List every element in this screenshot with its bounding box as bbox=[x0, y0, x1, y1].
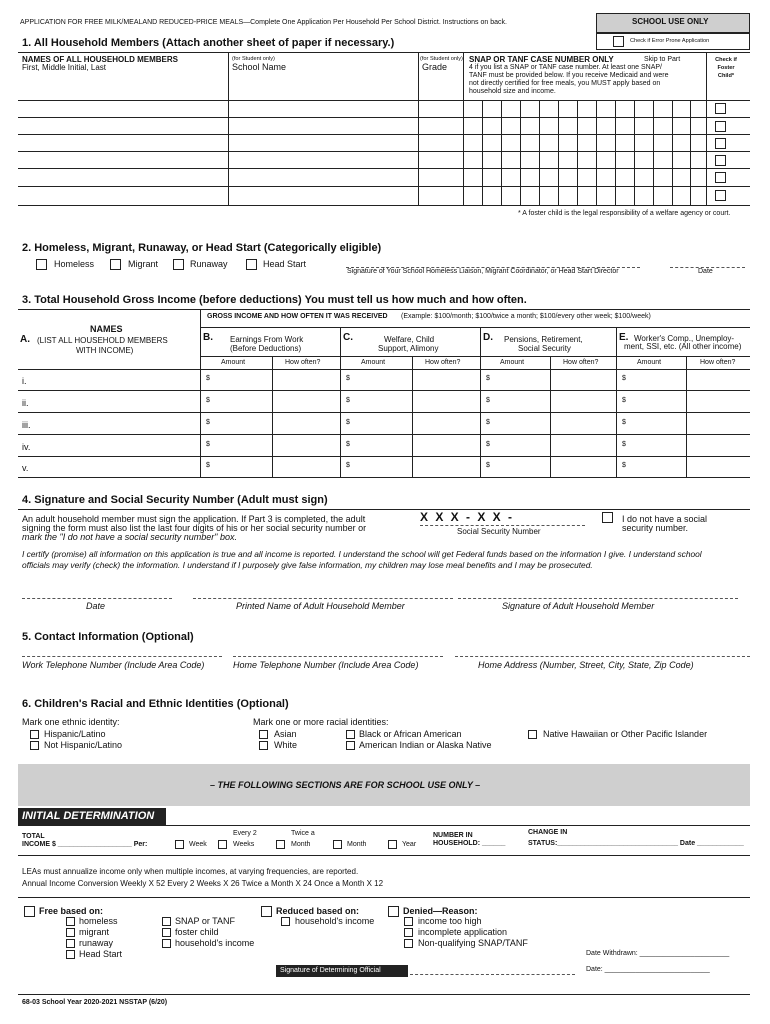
dollar-sign: $ bbox=[622, 462, 626, 469]
howoften-c: How often? bbox=[425, 359, 461, 366]
white-label: White bbox=[274, 740, 298, 750]
denied-incomplete-checkbox[interactable] bbox=[404, 928, 413, 937]
certify-1: I certify (promise) all information on this application is true and all income is reported. I understand the school will get Federal funds based on the information I give. I understand school bbox=[22, 549, 702, 559]
free-label: Free based on: bbox=[39, 906, 104, 916]
income-row-label: i. bbox=[22, 376, 27, 386]
official-date-field: Date: ___________________________ bbox=[586, 966, 710, 973]
dollar-sign: $ bbox=[622, 375, 626, 382]
date-withdrawn-field: Date Withdrawn: _______________________ bbox=[586, 950, 730, 957]
amount-b: Amount bbox=[221, 359, 246, 366]
per-year-checkbox[interactable] bbox=[388, 840, 397, 849]
reduced-checkbox[interactable] bbox=[261, 906, 272, 917]
foster-checkbox-6[interactable] bbox=[715, 190, 726, 201]
change-status-field: STATUS:_______________________________ Date ____________ bbox=[528, 840, 744, 847]
col-b-l1: Earnings From Work bbox=[230, 335, 304, 344]
twice-label-b: Month bbox=[291, 841, 311, 848]
denied-income-label: income too high bbox=[418, 916, 482, 926]
dollar-sign: $ bbox=[346, 441, 350, 448]
snap-skip: Skip to Part bbox=[644, 56, 681, 63]
gross-income-example: (Example: $100/month; $100/twice a month; $100/every other week; $100/week) bbox=[401, 313, 651, 320]
migrant-label: Migrant bbox=[128, 259, 159, 269]
dollar-sign: $ bbox=[346, 397, 350, 404]
col-a-letter: A. bbox=[20, 334, 30, 345]
dollar-sign: $ bbox=[206, 419, 210, 426]
dollar-sign: $ bbox=[486, 441, 490, 448]
headstart-label: Head Start bbox=[263, 259, 307, 269]
free-homeless-label: homeless bbox=[79, 916, 118, 926]
sig-instr-3: mark the "I do not have a social security number" box. bbox=[22, 532, 237, 542]
no-ssn-checkbox[interactable] bbox=[602, 512, 613, 523]
free-foster-label: foster child bbox=[175, 927, 219, 937]
per-twice-checkbox[interactable] bbox=[276, 840, 285, 849]
free-snap-label: SNAP or TANF bbox=[175, 916, 236, 926]
work-phone-label: Work Telephone Number (Include Area Code) bbox=[22, 660, 205, 670]
names-sub: First, Middle Initial, Last bbox=[22, 63, 107, 72]
col-b-l2: (Before Deductions) bbox=[230, 344, 302, 353]
not-hispanic-checkbox[interactable] bbox=[30, 741, 39, 750]
year-label: Year bbox=[402, 841, 417, 848]
white-checkbox[interactable] bbox=[259, 741, 268, 750]
gross-income-label: GROSS INCOME AND HOW OFTEN IT WAS RECEIVED bbox=[207, 313, 388, 320]
snap-title: SNAP OR TANF CASE NUMBER ONLY bbox=[469, 55, 614, 64]
amount-c: Amount bbox=[361, 359, 386, 366]
ethnic-label: Mark one ethnic identity: bbox=[22, 717, 120, 727]
leas-note: LEAs must annualize income only when multiple incomes, at varying frequencies, are reported. bbox=[22, 867, 359, 876]
homeless-label: Homeless bbox=[54, 259, 95, 269]
names-col-sub2: WITH INCOME) bbox=[76, 346, 134, 355]
error-prone-checkbox[interactable] bbox=[613, 36, 624, 47]
error-prone-label: Check if Error Prone Application bbox=[630, 38, 710, 44]
no-ssn-label-1: I do not have a social bbox=[622, 514, 708, 524]
number-household-label: NUMBER IN bbox=[433, 832, 473, 839]
runaway-checkbox[interactable] bbox=[173, 259, 184, 270]
free-migrant-label: migrant bbox=[79, 927, 110, 937]
col-e-l2: ment, SSI, etc. (All other income) bbox=[624, 342, 742, 351]
amount-d: Amount bbox=[500, 359, 525, 366]
names-col-sub1: (LIST ALL HOUSEHOLD MEMBERS bbox=[37, 336, 168, 345]
home-address-label: Home Address (Number, Street, City, State, Zip Code) bbox=[478, 660, 694, 670]
col-c-l1: Welfare, Child bbox=[384, 335, 435, 344]
dollar-sign: $ bbox=[486, 375, 490, 382]
income-row-label: iv. bbox=[22, 442, 31, 452]
adult-signature-label: Signature of Adult Household Member bbox=[502, 601, 655, 611]
foster-checkbox-1[interactable] bbox=[715, 103, 726, 114]
dollar-sign: $ bbox=[206, 441, 210, 448]
per-month-checkbox[interactable] bbox=[333, 840, 342, 849]
col-e-l1: Worker's Comp., Unemploy- bbox=[634, 334, 735, 343]
dollar-sign: $ bbox=[486, 397, 490, 404]
dollar-sign: $ bbox=[206, 397, 210, 404]
reduced-income-label: household's income bbox=[295, 916, 375, 926]
indian-label: American Indian or Alaska Native bbox=[359, 740, 492, 750]
denied-income-checkbox[interactable] bbox=[404, 917, 413, 926]
names-label: NAMES OF ALL HOUSEHOLD MEMBERS bbox=[22, 55, 179, 64]
hispanic-checkbox[interactable] bbox=[30, 730, 39, 739]
dollar-sign: $ bbox=[346, 462, 350, 469]
free-income-label: household's income bbox=[175, 938, 255, 948]
col-c-l2: Support, Alimony bbox=[378, 344, 439, 353]
names-col-title: NAMES bbox=[90, 324, 123, 334]
foster-footnote: * A foster child is the legal responsibility of a welfare agency or court. bbox=[518, 210, 731, 217]
not-hispanic-label: Not Hispanic/Latino bbox=[44, 740, 123, 750]
dollar-sign: $ bbox=[486, 462, 490, 469]
col-b-letter: B. bbox=[203, 332, 213, 343]
race-label: Mark one or more racial identities: bbox=[253, 717, 389, 727]
denied-label: Denied—Reason: bbox=[403, 906, 478, 916]
twice-label-a: Twice a bbox=[291, 830, 315, 837]
howoften-e: How often? bbox=[700, 359, 736, 366]
school-use-label: SCHOOL USE ONLY bbox=[632, 17, 709, 26]
section4-heading: 4. Signature and Social Security Number (Adult must sign) bbox=[22, 494, 328, 506]
headstart-checkbox[interactable] bbox=[246, 259, 257, 270]
col-c-letter: C. bbox=[343, 332, 353, 343]
foster-checkbox-2[interactable] bbox=[715, 121, 726, 132]
total-income-label: INCOME $ ___________________ Per: bbox=[22, 841, 148, 848]
hawaiian-checkbox[interactable] bbox=[528, 730, 537, 739]
no-ssn-label-2: security number. bbox=[622, 523, 689, 533]
form-code: 68-03 School Year 2020-2021 NSSTAP (6/20) bbox=[22, 999, 168, 1006]
dollar-sign: $ bbox=[622, 397, 626, 404]
foster-checkbox-4[interactable] bbox=[715, 155, 726, 166]
initial-determination-label: INITIAL DETERMINATION bbox=[22, 810, 155, 822]
free-runaway-checkbox[interactable] bbox=[66, 939, 75, 948]
free-foster-checkbox[interactable] bbox=[162, 928, 171, 937]
income-row-label: v. bbox=[22, 463, 29, 473]
free-migrant-checkbox[interactable] bbox=[66, 928, 75, 937]
dollar-sign: $ bbox=[206, 462, 210, 469]
ssn-label: Social Security Number bbox=[457, 527, 541, 536]
black-label: Black or African American bbox=[359, 729, 462, 739]
school-label: School Name bbox=[232, 62, 287, 72]
section1-heading: 1. All Household Members (Attach another sheet of paper if necessary.) bbox=[22, 37, 395, 49]
every2-label-a: Every 2 bbox=[233, 830, 257, 837]
foster-checkbox-5[interactable] bbox=[715, 172, 726, 183]
howoften-d: How often? bbox=[563, 359, 599, 366]
free-snap-checkbox[interactable] bbox=[162, 917, 171, 926]
foster-checkbox-3[interactable] bbox=[715, 138, 726, 149]
foster-l2: Foster bbox=[717, 65, 735, 71]
howoften-b: How often? bbox=[285, 359, 321, 366]
hawaiian-label: Native Hawaiian or Other Pacific Islander bbox=[543, 729, 708, 739]
col-d-letter: D. bbox=[483, 332, 493, 343]
free-income-checkbox[interactable] bbox=[162, 939, 171, 948]
homeless-checkbox[interactable] bbox=[36, 259, 47, 270]
asian-label: Asian bbox=[274, 729, 297, 739]
free-checkbox[interactable] bbox=[24, 906, 35, 917]
number-household-field: HOUSEHOLD: ______ bbox=[433, 840, 506, 847]
section3-heading: 3. Total Household Gross Income (before deductions) You must tell us how much and how often. bbox=[22, 294, 527, 306]
printed-name-label: Printed Name of Adult Household Member bbox=[236, 601, 405, 611]
col-d-l2: Social Security bbox=[518, 344, 571, 353]
denied-snap-label: Non-qualifying SNAP/TANF bbox=[418, 938, 528, 948]
snap-line4: household size and income. bbox=[469, 88, 556, 95]
free-runaway-label: runaway bbox=[79, 938, 114, 948]
reduced-label: Reduced based on: bbox=[276, 906, 360, 916]
asian-checkbox[interactable] bbox=[259, 730, 268, 739]
dollar-sign: $ bbox=[346, 419, 350, 426]
per-every2weeks-checkbox[interactable] bbox=[218, 840, 227, 849]
week-label: Week bbox=[189, 841, 207, 848]
migrant-checkbox[interactable] bbox=[110, 259, 121, 270]
snap-line1: 4 if you list a SNAP or TANF case number. At least one SNAP/ bbox=[469, 64, 662, 71]
dollar-sign: $ bbox=[622, 419, 626, 426]
income-row-label: iii. bbox=[22, 420, 31, 430]
sig-instr-1: An adult household member must sign the application. If Part 3 is completed, the adult bbox=[22, 514, 366, 524]
free-homeless-checkbox[interactable] bbox=[66, 917, 75, 926]
indian-checkbox[interactable] bbox=[346, 741, 355, 750]
amount-e: Amount bbox=[637, 359, 662, 366]
foster-l3: Child* bbox=[717, 73, 735, 79]
snap-line3: not directly certified for free meals, you MUST apply based on bbox=[469, 80, 661, 87]
home-phone-label: Home Telephone Number (Include Area Code) bbox=[233, 660, 419, 670]
annual-conversion: Annual Income Conversion Weekly X 52 Every 2 Weeks X 26 Twice a Month X 24 Once a Month X 12 bbox=[22, 879, 384, 888]
free-headstart-checkbox[interactable] bbox=[66, 950, 75, 959]
total-label: TOTAL bbox=[22, 833, 45, 840]
snap-line2: TANF must be provided below. If you receive Medicaid and were bbox=[469, 72, 669, 79]
per-week-checkbox[interactable] bbox=[175, 840, 184, 849]
hispanic-label: Hispanic/Latino bbox=[44, 729, 106, 739]
form-title: APPLICATION FOR FREE MILK/MEALAND REDUCED-PRICE MEALS—Complete One Application Per Household Per School District. Instructions on back. bbox=[20, 19, 507, 26]
sig-instr-2: signing the form must also list the last four digits of his or her social security number or bbox=[22, 523, 367, 533]
free-headstart-label: Head Start bbox=[79, 949, 123, 959]
month-label: Month bbox=[347, 841, 367, 848]
ssn-mask: X X X - X X - bbox=[420, 510, 515, 524]
denied-checkbox[interactable] bbox=[388, 906, 399, 917]
every2-label-b: Weeks bbox=[233, 841, 255, 848]
dollar-sign: $ bbox=[622, 441, 626, 448]
denied-snap-checkbox[interactable] bbox=[404, 939, 413, 948]
grade-small: (for Student only) bbox=[420, 56, 463, 62]
school-use-banner-text: – THE FOLLOWING SECTIONS ARE FOR SCHOOL USE ONLY – bbox=[210, 780, 481, 790]
determining-official-label: Signature of Determining Official bbox=[280, 967, 381, 974]
sig-date-label: Date bbox=[86, 601, 106, 611]
col-d-l1: Pensions, Retirement, bbox=[504, 335, 583, 344]
section6-heading: 6. Children's Racial and Ethnic Identities (Optional) bbox=[22, 698, 289, 710]
certify-2: officials may verify (check) the information. I understand if I purposely give false information, my children may lose meal benefits and I may be prosecuted. bbox=[22, 560, 593, 570]
dollar-sign: $ bbox=[206, 375, 210, 382]
col-e-letter: E. bbox=[619, 332, 629, 343]
foster-l1: Check if bbox=[715, 57, 737, 63]
change-status-label: CHANGE IN bbox=[528, 829, 568, 836]
dollar-sign: $ bbox=[486, 419, 490, 426]
school-small: (for Student only) bbox=[232, 56, 275, 62]
black-checkbox[interactable] bbox=[346, 730, 355, 739]
grade-label: Grade bbox=[422, 62, 448, 72]
runaway-label: Runaway bbox=[190, 259, 228, 269]
liaison-signature-label: Signature of Your School Homeless Liaison, Migrant Coordinator, or Head Start Director bbox=[347, 268, 619, 275]
section5-heading: 5. Contact Information (Optional) bbox=[22, 631, 194, 643]
section2-heading: 2. Homeless, Migrant, Runaway, or Head Start (Categorically eligible) bbox=[22, 242, 382, 254]
dollar-sign: $ bbox=[346, 375, 350, 382]
denied-incomplete-label: incomplete application bbox=[418, 927, 508, 937]
income-row-label: ii. bbox=[22, 398, 29, 408]
liaison-date-label: Date bbox=[698, 268, 713, 275]
reduced-income-checkbox[interactable] bbox=[281, 917, 290, 926]
